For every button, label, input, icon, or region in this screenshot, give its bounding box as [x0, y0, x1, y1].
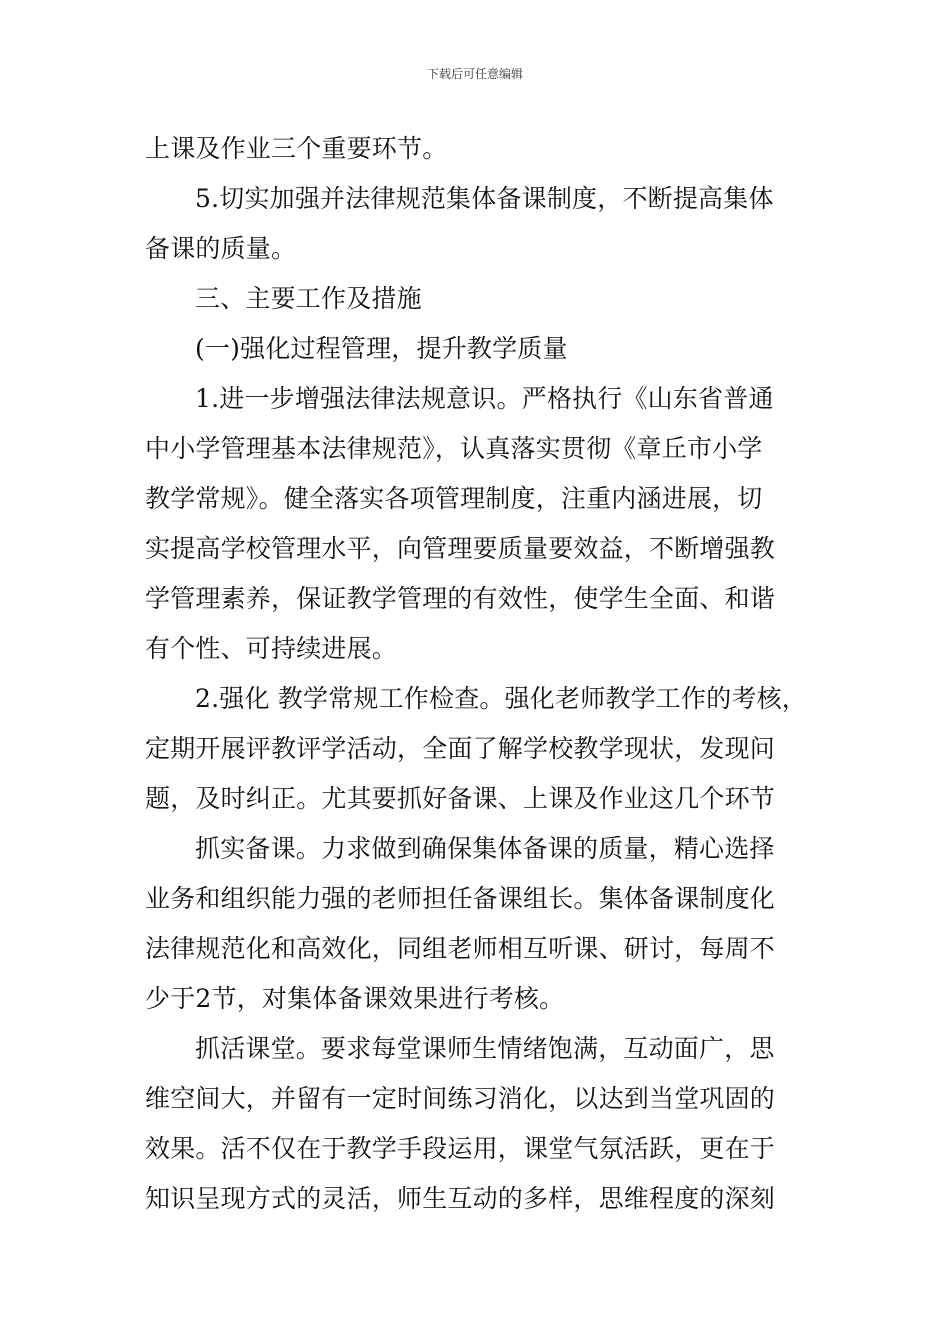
text-line: 实提高学校管理水平，向管理要质量要效益，不断增强教: [145, 534, 776, 563]
text-line: 1.进一步增强法律法规意识。严格执行《山东省普通: [195, 384, 774, 413]
text-line: 学管理素养，保证教学管理的有效性，使学生全面、和谐: [145, 584, 776, 613]
text-line: 业务和组织能力强的老师担任备课组长。集体备课制度化: [145, 884, 776, 913]
text-line: 知识呈现方式的灵活，师生互动的多样，思维程度的深刻: [145, 1184, 776, 1213]
text-line: (一)强化过程管理，提升教学质量: [195, 334, 568, 363]
text-line: 有个性、可持续进展。: [145, 634, 398, 663]
document-body: [145, 124, 830, 1224]
text-line: 三、主要工作及措施: [195, 284, 422, 313]
text-line: 备课的质量。: [145, 234, 297, 263]
text-line: 2.强化 教学常规工作检查。强化老师教学工作的考核，: [195, 684, 808, 713]
text-line: 法律规范化和高效化，同组老师相互听课、研讨，每周不: [145, 934, 776, 963]
text-line: 抓活课堂。要求每堂课师生情绪饱满，互动面广，思: [195, 1034, 775, 1063]
text-line: 少于2节，对集体备课效果进行考核。: [145, 984, 565, 1013]
text-line: 教学常规》。健全落实各项管理制度，注重内涵进展，切: [145, 484, 763, 513]
text-line: 效果。活不仅在于教学手段运用，课堂气氛活跃，更在于: [145, 1134, 776, 1163]
text-line: 定期开展评教评学活动，全面了解学校教学现状，发现问: [145, 734, 776, 763]
text-line: 上课及作业三个重要环节。: [145, 134, 448, 163]
text-line: 抓实备课。力求做到确保集体备课的质量，精心选择: [195, 834, 775, 863]
text-line: 5.切实加强并法律规范集体备课制度，不断提高集体: [195, 184, 774, 213]
text-line: 维空间大，并留有一定时间练习消化，以达到当堂巩固的: [145, 1084, 776, 1113]
page-header: 下载后可任意编辑: [426, 67, 523, 81]
text-line: 题，及时纠正。尤其要抓好备课、上课及作业这几个环节: [145, 784, 776, 813]
text-line: 中小学管理基本法律规范》，认真落实贯彻《章丘市小学: [145, 434, 763, 463]
